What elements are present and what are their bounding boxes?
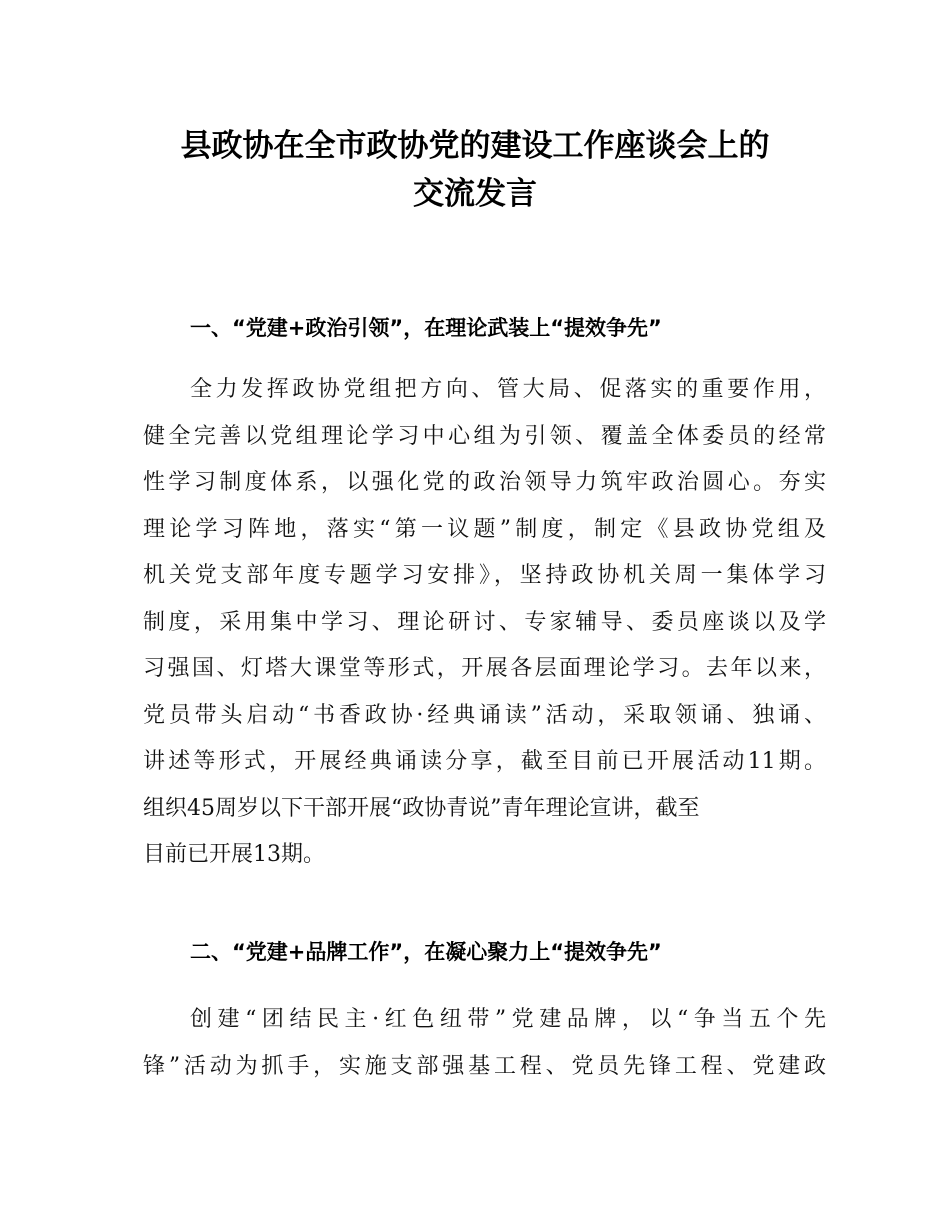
paragraph-line: 讲述等形式，开展经典诵读分享，截至目前已开展活动11期。 [143, 749, 826, 774]
paragraph-line: 制度，采用集中学习、理论研讨、专家辅导、委员座谈以及学 [143, 609, 826, 635]
section-heading-2: 二、“党建+品牌工作”，在凝心聚力上“提效争先” [190, 940, 662, 964]
paragraph-line: 党员带头启动“书香政协·经典诵读”活动，采取领诵、独诵、 [143, 702, 826, 728]
document-title-line-2: 交流发言 [413, 176, 537, 212]
paragraph-line: 性学习制度体系，以强化党的政治领导力筑牢政治圆心。夯实 [143, 470, 826, 495]
document-title-line-1: 县政协在全市政协党的建设工作座谈会上的 [180, 128, 770, 164]
paragraph-line: 目前已开展13期。 [143, 842, 325, 867]
paragraph-line: 组织45周岁以下干部开展“政协青说”青年理论宣讲，截至 [143, 795, 700, 821]
paragraph-line: 理论学习阵地，落实“第一议题”制度，制定《县政协党组及 [143, 516, 826, 542]
paragraph-line: 创建“团结民主·红色纽带”党建品牌，以“争当五个先 [190, 1007, 826, 1032]
section-heading-1: 一、“党建+政治引领”，在理论武装上“提效争先” [190, 316, 662, 340]
paragraph-line: 健全完善以党组理论学习中心组为引领、覆盖全体委员的经常 [143, 423, 826, 449]
paragraph-line: 习强国、灯塔大课堂等形式，开展各层面理论学习。去年以来， [143, 656, 826, 681]
paragraph-line: 机关党支部年度专题学习安排》，坚持政协机关周一集体学习 [143, 563, 826, 588]
paragraph-line: 锋”活动为抓手，实施支部强基工程、党员先锋工程、党建政 [143, 1053, 826, 1079]
paragraph-line: 全力发挥政协党组把方向、管大局、促落实的重要作用， [190, 377, 826, 402]
